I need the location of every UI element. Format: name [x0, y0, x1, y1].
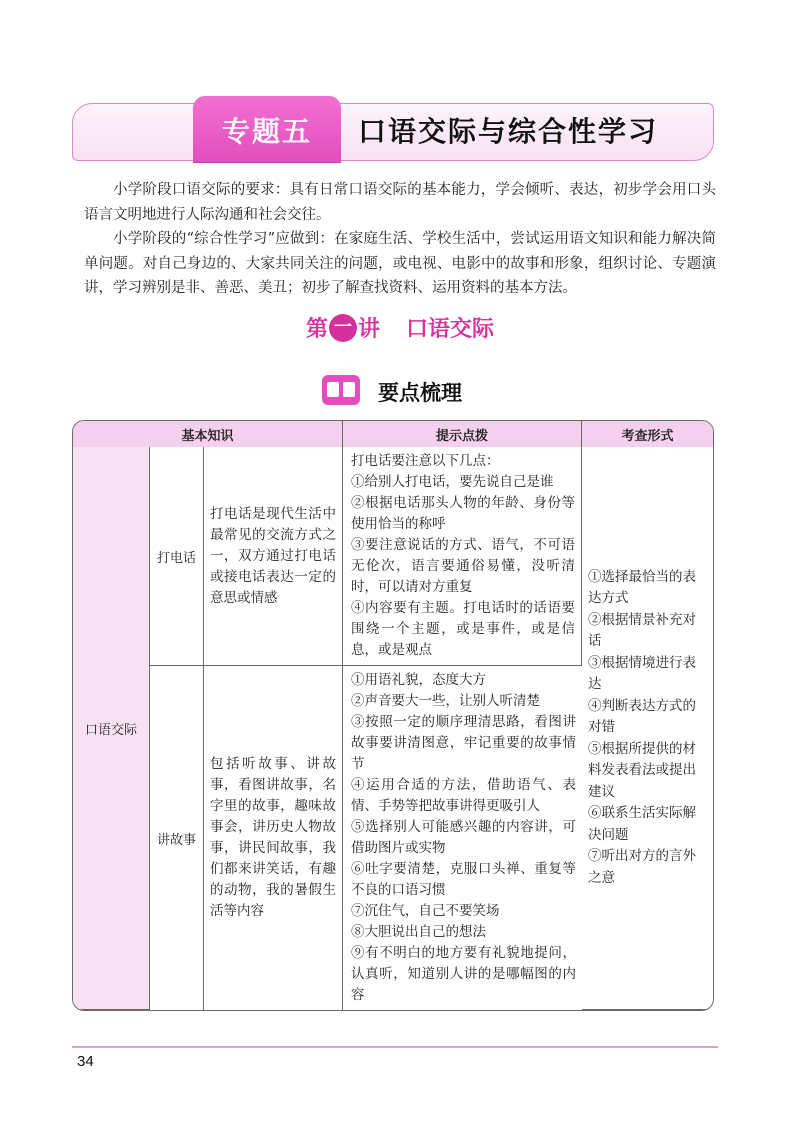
description-cell: 包括听故事、讲故事，看图讲故事，名字里的故事，趣味故事会，讲历史人物故事，讲民间故事，我们都来讲笑话，有趣的动物，我的暑假生活等内容 [204, 666, 343, 1010]
lecture-title: 口语交际 [406, 317, 495, 342]
knowledge-table [72, 420, 714, 1011]
topic-name-cell: 打电话 [150, 447, 204, 666]
tip-item: ⑦沉住气，自己不要笑场 [351, 903, 500, 919]
intro-paragraph: 小学阶段的“综合性学习”应做到：在家庭生活、学校生活中，尝试运用语文知识和能力解决简单问题。对自己身边的、大家共同关注的问题，或电视、电影中的故事和形象，组织讨论、专题演讲，学习辨别是非、善恶、美丑；初步了解查找资料、运用资料的基本方法。 [84, 231, 716, 296]
column-header-tips: 提示点拨 [343, 421, 582, 447]
table-header-row [73, 421, 713, 447]
table-row [73, 447, 713, 666]
tip-item: ①给别人打电话，要先说自己是谁 [351, 474, 554, 490]
tip-item: ③按照一定的顺序理清思路，看图讲故事要讲清图意，牢记重要的故事情节 [351, 714, 576, 772]
intro-paragraph: 小学阶段口语交际的要求：具有日常口语交际的基本能力，学会倾听、表达，初步学会用口头语言文明地进行人际沟通和社会交往。 [84, 182, 716, 223]
tip-item: ③要注意说话的方式、语气，不可语无伦次，语言要通俗易懂，没听清时，可以请对方重复 [351, 537, 575, 595]
footer-divider [72, 1046, 718, 1048]
description-cell: 打电话是现代生活中最常见的交流方式之一，双方通过打电话或接电话表达一定的意思或情感 [204, 447, 343, 666]
column-header-assessment: 考查形式 [582, 421, 713, 447]
tips-cell [343, 447, 582, 666]
tips-cell [343, 666, 582, 1010]
page-number: 34 [77, 1053, 94, 1070]
category-cell: 口语交际 [73, 447, 150, 1010]
tip-item: ⑨有不明白的地方要有礼貌地提问，认真听，知道别人讲的是哪幅图的内容 [351, 945, 576, 1003]
lecture-suffix: 讲 [357, 317, 380, 342]
tip-item: ⑤选择别人可能感兴趣的内容讲，可借助图片或实物 [351, 819, 576, 856]
tip-item: ⑥吐字要清楚，克服口头禅、重复等不良的口语习惯 [351, 861, 576, 898]
book-icon [322, 375, 360, 405]
assessment-cell [582, 447, 713, 1010]
section-title: 要点梳理 [378, 381, 462, 405]
assessment-item: ③根据情境进行表达 [588, 654, 696, 693]
tip-item: ②声音要大一些，让别人听清楚 [351, 693, 540, 709]
tip-item: ①用语礼貌，态度大方 [351, 672, 486, 688]
intro-text [84, 178, 716, 301]
lecture-prefix: 第 [305, 317, 328, 342]
assessment-item: ⑥联系生活实际解决问题 [588, 805, 696, 843]
assessment-item: ④判断表达方式的对错 [588, 697, 696, 736]
topic-title: 口语交际与综合性学习 [358, 115, 659, 148]
tip-item: ②根据电话那头人物的年龄、身份等使用恰当的称呼 [351, 495, 575, 532]
lecture-number-badge: 一 [329, 314, 357, 342]
column-header-basic-knowledge: 基本知识 [73, 421, 343, 447]
lecture-heading [0, 312, 800, 343]
assessment-item: ②根据情景补充对话 [588, 611, 696, 650]
tip-item: ④运用合适的方法，借助语气、表情、手势等把故事讲得更吸引人 [351, 777, 576, 814]
topic-label: 专题五 [221, 115, 312, 148]
assessment-item: ⑦听出对方的言外之意 [588, 848, 696, 886]
topic-name-cell: 讲故事 [150, 666, 204, 1010]
tip-item: ④内容要有主题。打电话时的话语要围绕一个主题，或是事件，或是信息，或是观点 [351, 600, 575, 658]
tip-item: 打电话要注意以下几点： [351, 453, 500, 469]
assessment-item: ①选择最恰当的表达方式 [588, 568, 696, 607]
tip-item: ⑧大胆说出自己的想法 [351, 924, 486, 940]
assessment-item: ⑤根据所提供的材料发表看法或提出建议 [588, 740, 696, 800]
